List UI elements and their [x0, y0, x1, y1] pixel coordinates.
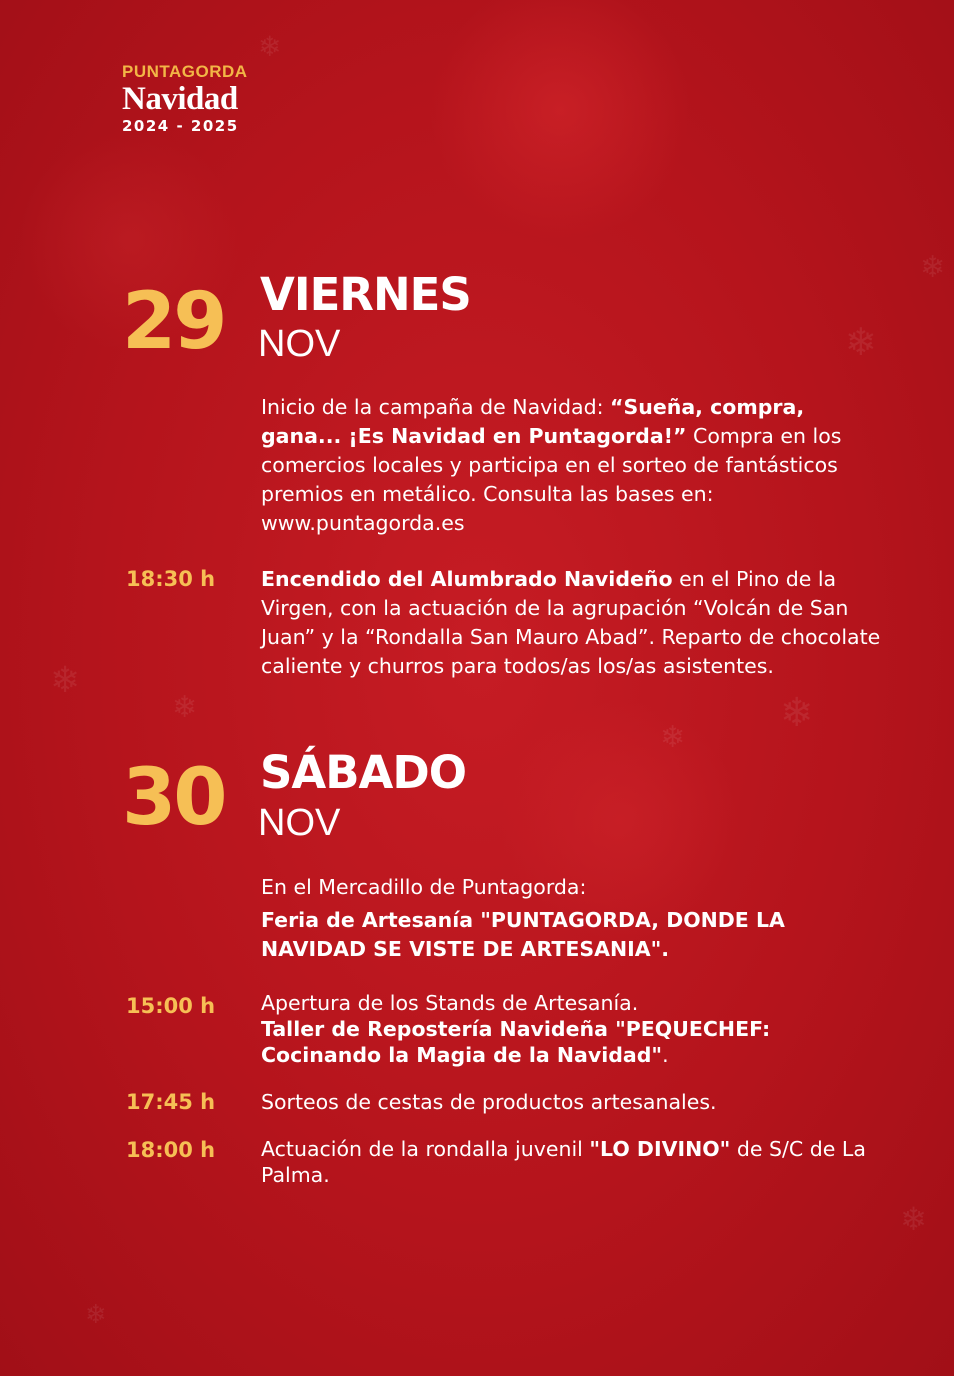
fair-title: Feria de Artesanía "PUNTAGORDA, DONDE LA NAVIDAD SE VISTE DE ARTESANIA" [261, 908, 785, 961]
event-time: 17:45 h [126, 1090, 216, 1114]
day-weekday: SÁBADO [260, 746, 466, 799]
day-month: NOV [258, 323, 341, 365]
snowflake-icon: ❄ [258, 30, 282, 63]
event-time: 18:00 h [126, 1138, 216, 1162]
event-description: Encendido del Alumbrado Navideño en el Pino de la Virgen, con la actuación de la agrupación “Volcán de San Juan” y la “Rondalla San Mauro Abad”. Reparto de chocolate caliente y churros para todos/as los/as asistentes. [261, 567, 881, 678]
brand-years: 2024 - 2025 [122, 117, 239, 135]
snowflake-icon: ❄ [50, 660, 81, 701]
event-time: 15:00 h [126, 994, 216, 1018]
snowflake-icon: ❄ [172, 690, 198, 725]
event-time: 18:30 h [126, 567, 216, 591]
day-number: 30 [122, 753, 225, 843]
event-description: Apertura de los Stands de Artesanía. Taller de Repostería Navideña "PEQUECHEF: Cocinando la Magia de la Navidad". [261, 991, 771, 1067]
snowflake-icon: ❄ [920, 250, 946, 285]
snowflake-icon: ❄ [845, 320, 877, 364]
day-weekday: VIERNES [260, 268, 471, 321]
snowflake-icon: ❄ [900, 1200, 927, 1238]
day-number: 29 [122, 277, 225, 367]
day-month: NOV [258, 802, 341, 844]
brand-location: PUNTAGORDA [122, 62, 248, 81]
snowflake-icon: ❄ [780, 690, 814, 736]
snowflake-icon: ❄ [660, 720, 686, 755]
event-description: Actuación de la rondalla juvenil "LO DIVINO" de S/C de La Palma. [261, 1137, 866, 1187]
brand-title: Navidad [122, 81, 238, 117]
day-intro: En el Mercadillo de Puntagorda: Feria de Artesanía "PUNTAGORDA, DONDE LA NAVIDAD SE VISTE DE ARTESANIA". [261, 875, 785, 961]
event-description: Sorteos de cestas de productos artesanales. [261, 1090, 717, 1114]
brand-logo [122, 62, 248, 135]
campaign-title: “Sueña, compra, gana... ¡Es Navidad en Puntagorda!” [261, 395, 805, 448]
day-intro: Inicio de la campaña de Navidad: “Sueña, compra, gana... ¡Es Navidad en Puntagorda!” Compra en los comercios locales y participa en el sorteo de fantásticos premios en metálico. Consulta las bases en: www.puntagorda.es [261, 395, 842, 535]
snowflake-icon: ❄ [85, 1300, 107, 1330]
